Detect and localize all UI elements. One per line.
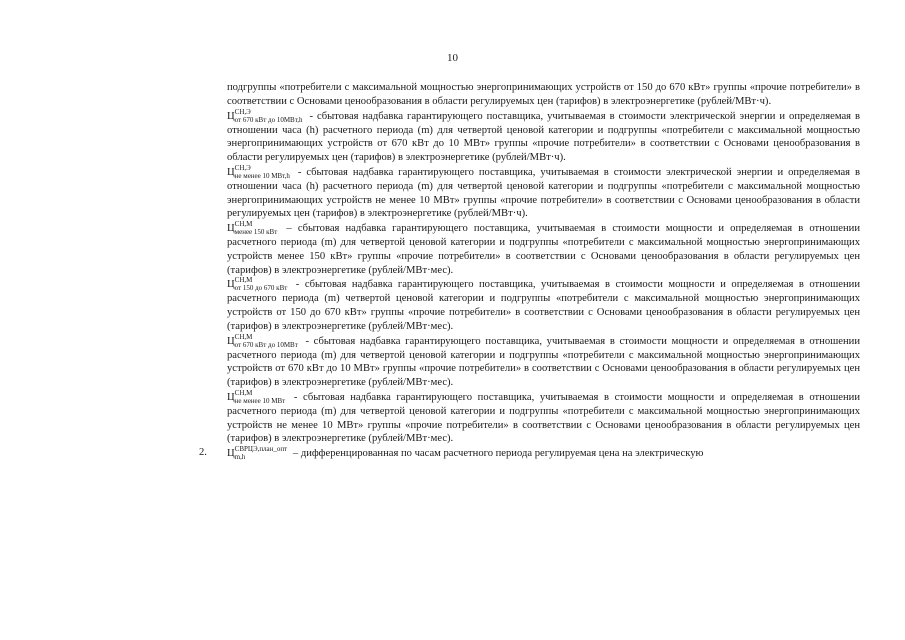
paragraph-4 [227,221,860,277]
paragraph-text: - сбытовая надбавка гарантирующего поставщика, учитываемая в стоимости мощности и определяемая в отношении расчетного периода (m) для четвертой ценовой категории и подгруппы «потребители с максимальной мощностью энергопринимающих устройств не менее 10 МВт» группы «прочие потребители» в соответствии с Основами ценообразования в области регулируемых цен (тарифов) в электроэнергетике (рублей/МВт·мес). [227,391,860,445]
formula-indices [235,221,278,236]
formula-subscript: от 150 до 670 кВт [234,284,288,293]
numbered-item-2 [199,445,860,461]
formula-superscript: СН,Э [234,163,251,172]
formula-subscript: менее 150 кВт [234,228,278,236]
formula-superscript: СВРЦЭ,план_опт [234,445,288,453]
page-number: 10 [447,52,458,64]
paragraph-text: подгруппы «потребители с максимальной мощностью энергопринимающих устройств от 150 до 670 кВт» группы «прочие потребители» в соответствии с Основами ценообразования в области регулируемых цен (тарифов) в электроэнергетике (рублей/МВт·ч). [227,82,860,107]
formula-symbol: Ц [227,223,235,234]
formula-symbol: Ц [227,279,235,291]
paragraph-text: - сбытовая надбавка гарантирующего поставщика, учитываемая в стоимости мощности и определяемая в отношении расчетного периода (m) для четвертой ценовой категории и подгруппы «потребители с максимальной мощностью энергопринимающих устройств от 670 кВт до 10 МВт» группы «прочие потребители» в соответствии с Основами ценообразования в области регулируемых цен (тарифов) в электроэнергетике (рублей/МВт·мес). [227,335,860,388]
paragraph-text: – дифференцированная по часам расчетного периода регулируемая цена на электрическую [290,448,704,459]
formula-superscript: СН,М [234,388,253,397]
formula-subscript: не менее 10 МВт [234,396,286,405]
formula-symbol: Ц [227,166,235,178]
formula-subscript: не менее 10 МВт,h [234,171,290,180]
formula-indices [235,165,290,180]
formula-symbol: Ц [227,110,235,122]
formula-symbol: Ц [227,391,235,403]
formula-superscript: СН,М [234,276,253,285]
formula-symbol: Ц [227,448,235,459]
item-number: 2. [199,447,207,458]
paragraph-text: – сбытовая надбавка гарантирующего поставщика, учитываемая в стоимости мощности и определяемая в отношении расчетного периода (m) для четвертой ценовой категории и подгруппы «потребители с максимальной мощностью энергопринимающих устройств менее 150 кВт» группы «прочие потребители» в соответствии с Основами ценообразования в области регулируемых цен (тарифов) в электроэнергетике (рублей/МВт·мес). [227,223,860,276]
formula-subscript: m,h [234,453,246,461]
paragraph-text: - сбытовая надбавка гарантирующего поставщика, учитываемая в стоимости мощности и определяемая в отношении расчетного периода (m) четвертой ценовой категории и подгруппы «потребители с максимальной мощностью энергопринимающих устройств от 150 до 670 кВт» группы «прочие потребители» в соответствии с Основами ценообразования в области регулируемых цен (тарифов) в электроэнергетике (рублей/МВт·мес). [227,279,860,332]
formula-symbol: Ц [227,335,235,347]
paragraph-text: - сбытовая надбавка гарантирующего поставщика, учитываемая в стоимости электрической энергии и определяемая в отношении часа (h) расчетного периода (m) для четвертой ценовой категории и подгруппы «потребители с максимальной мощностью энергопринимающих устройств не менее 10 МВт» группы «прочие потребители» в соответствии с Основами ценообразования в области регулируемых цен (тарифов) в электроэнергетике (рублей/МВт·ч). [227,166,860,220]
formula-superscript: СН,М [234,220,253,228]
formula-indices [235,446,288,461]
body-text [199,81,860,461]
formula-indices [235,277,288,292]
paragraph-7 [227,390,860,446]
formula-indices [235,109,303,124]
formula-superscript: СН,Э [234,107,251,116]
formula-indices [235,390,286,405]
paragraph-1 [227,81,860,109]
paragraph-3 [227,165,860,221]
paragraph-2 [227,109,860,165]
formula-subscript: от 670 кВт до 10МВт [234,340,298,349]
formula-subscript: от 670 кВт до 10МВт,h [234,115,303,124]
formula-superscript: СН,М [234,332,253,341]
formula-indices [235,334,298,349]
paragraph-5 [227,277,860,333]
paragraph-text: - сбытовая надбавка гарантирующего поставщика, учитываемая в стоимости электрической энергии и определяемая в отношении часа (h) расчетного периода (m) для четвертой ценовой категории и подгруппы «потребители с максимальной мощностью энергопринимающих устройств от 670 кВт до 10 МВт» группы «прочие потребители» в соответствии с Основами ценообразования в области регулируемых цен (тарифов) в электроэнергетике (рублей/МВт·ч). [227,110,860,163]
paragraph-6 [227,334,860,390]
